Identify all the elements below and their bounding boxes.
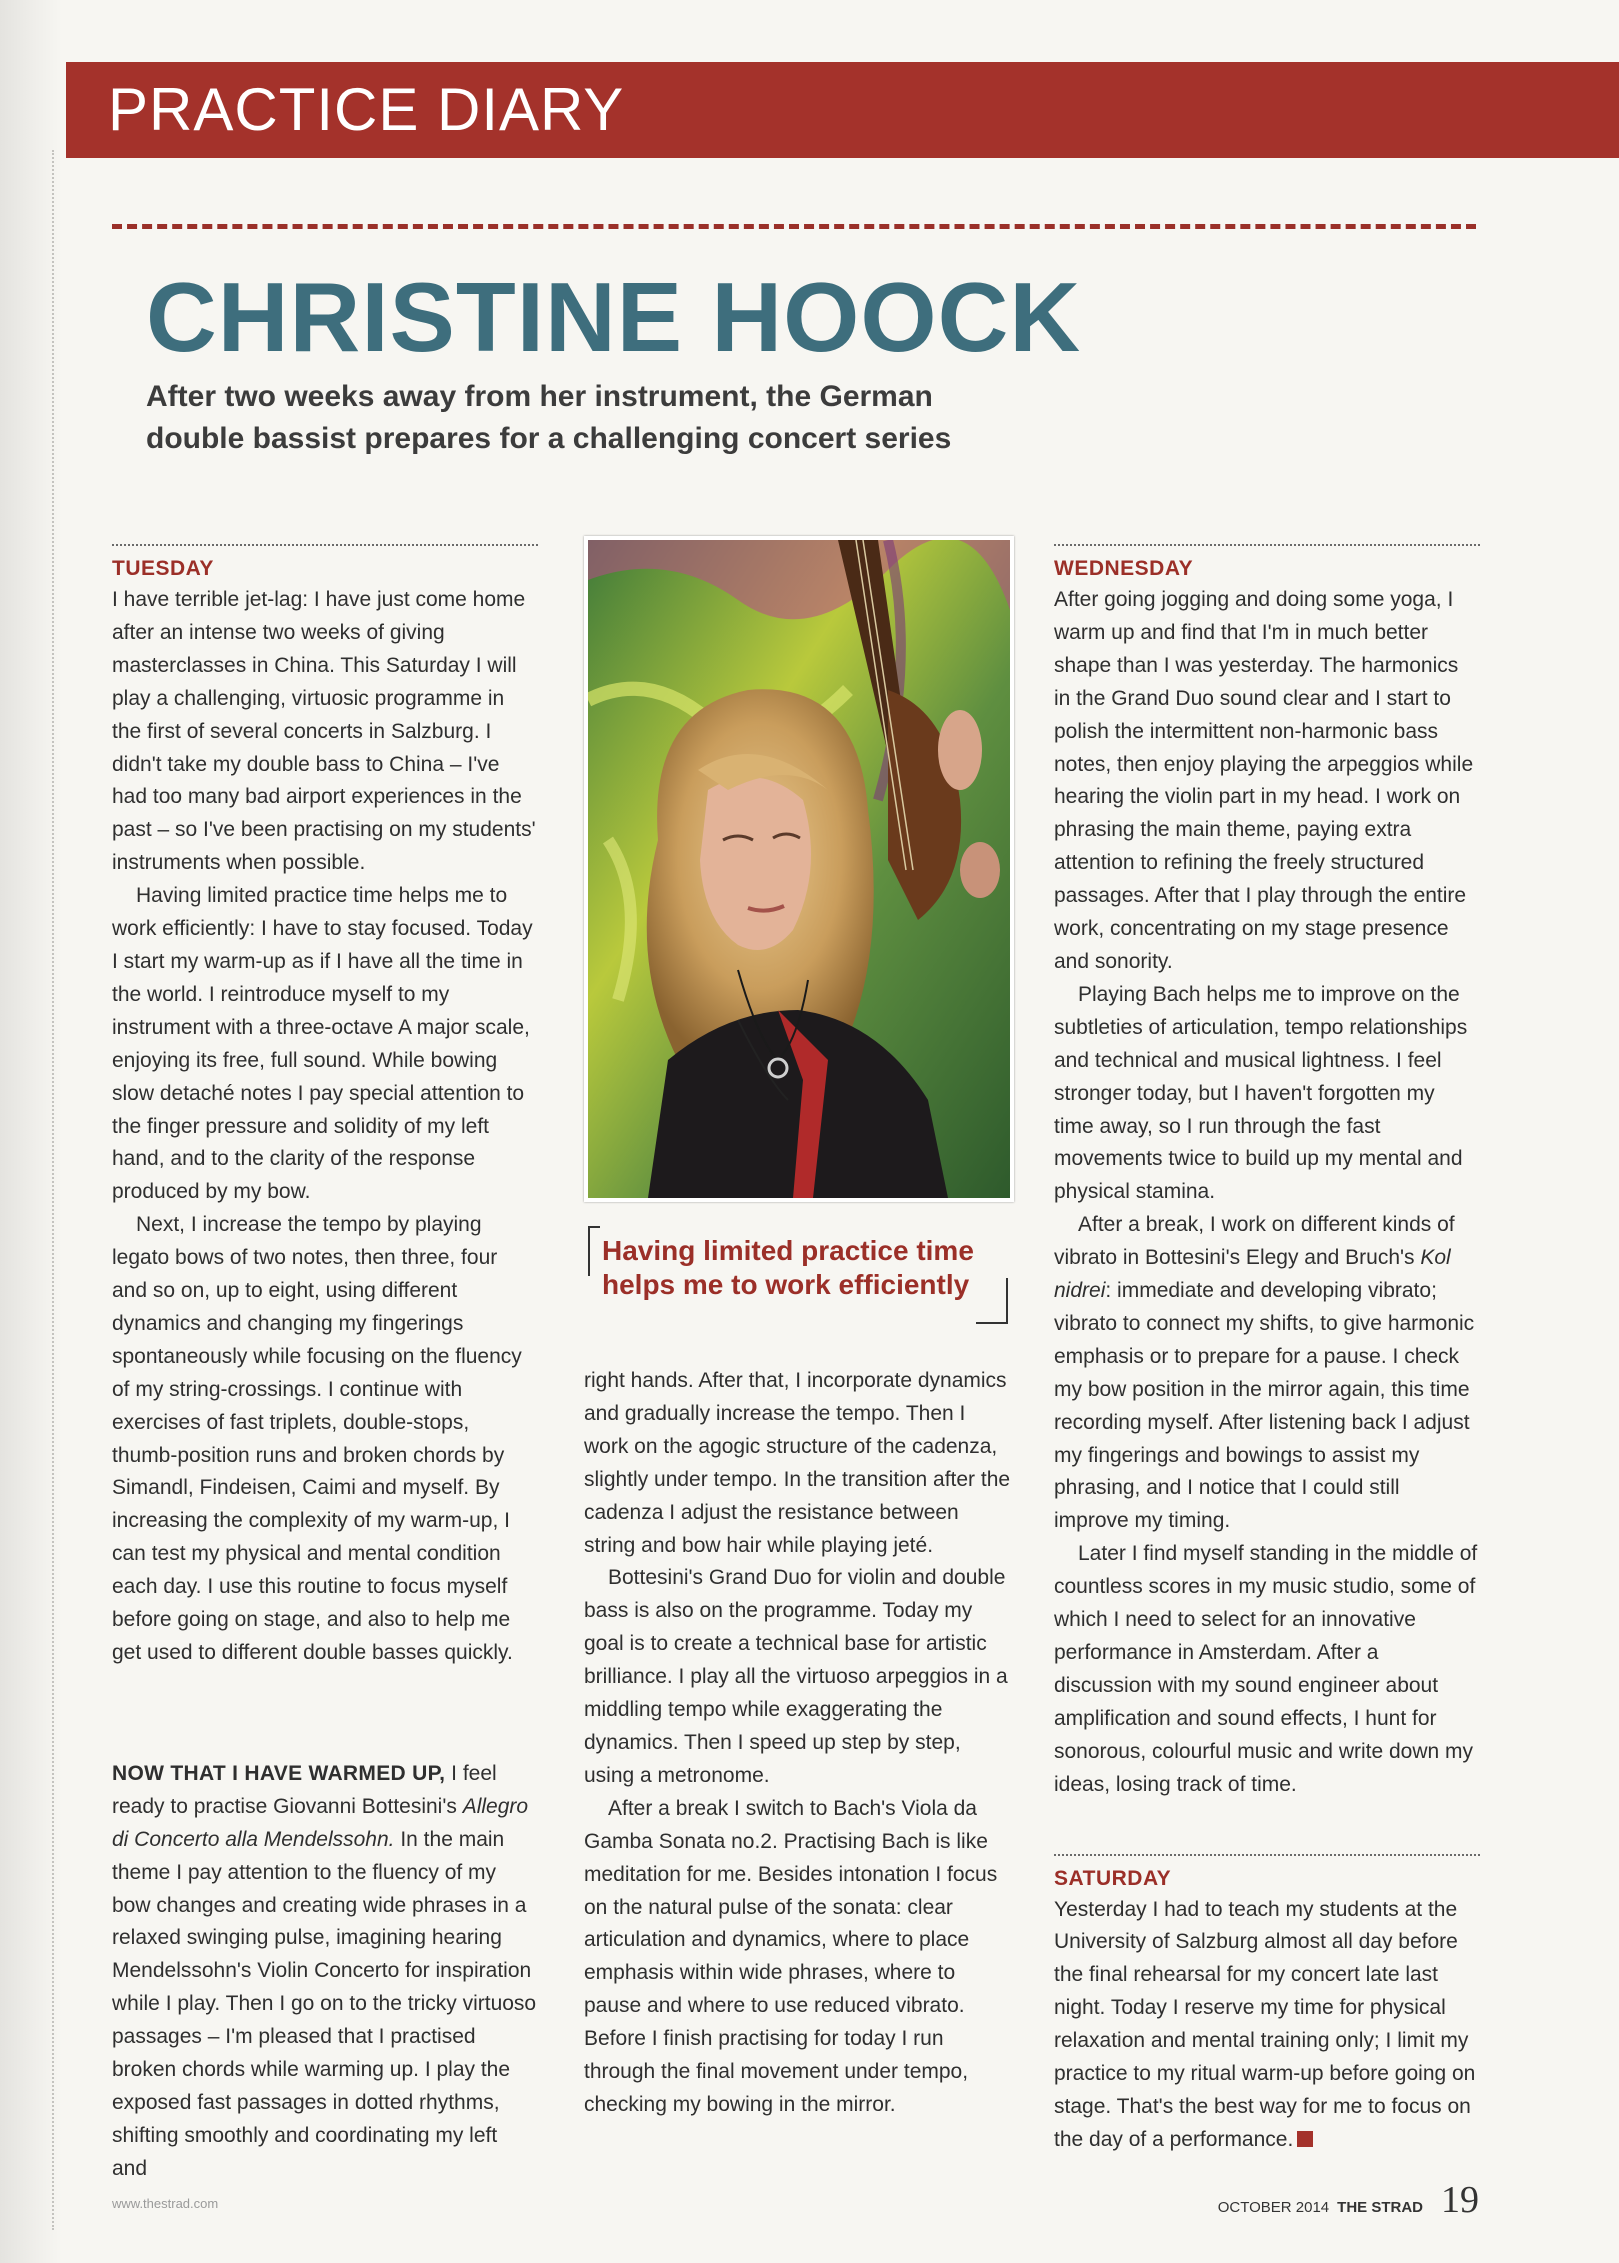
dotted-divider — [112, 544, 538, 546]
dashed-divider — [112, 224, 1476, 229]
footer-website: www.thestrad.com — [112, 2196, 219, 2211]
paragraph: Bottesini's Grand Duo for violin and double bass is also on the programme. Today my goal is to create a technical base for artistic brilliance. I play all the virtuoso arpeggios in a middling tempo while exaggerating the dynamics. Then I speed up step by step, using a metronome. — [584, 1566, 1008, 1787]
text-run: Yesterday I had to teach my students at the University of Salzburg almost all day before the final rehearsal for my concert late last night. Today I reserve my time for physical relaxation and mental training only; I limit my practice to my ritual warm-up before going on stage. That's the best way for me to focus on the day of a performance. — [1054, 1897, 1476, 2151]
work-title: Kol nidrei — [1054, 1246, 1451, 1303]
footer-folio — [1218, 2178, 1479, 2222]
paragraph — [1054, 1209, 1480, 1538]
paragraph — [1054, 1894, 1480, 2157]
portrait-photo — [584, 536, 1014, 1202]
pull-quote — [588, 1226, 1008, 1324]
binding-perforation — [52, 150, 54, 2230]
paragraph: After a break I switch to Bach's Viola da Gamba Sonata no.2. Practising Bach is like meditation for me. Besides intonation I focus on the natural pulse of the sonata: clear articulation and dynamics, where to place emphasis within wide phrases, where to pause and where to use reduced vibrato. Before I finish practising for today I run through the final movement under tempo, checking my bowing in the mirror. — [584, 1796, 998, 2116]
text-run: After a break, I work on different kinds of vibrato in Bottesini's Elegy and Bruch's — [1054, 1213, 1455, 1270]
paragraph — [112, 1758, 538, 2186]
pull-quote-text: Having limited practice time helps me to work efficiently — [602, 1235, 974, 1300]
lead-in-caps: NOW THAT I HAVE WARMED UP, — [112, 1761, 446, 1785]
day-heading-tuesday: TUESDAY — [112, 557, 214, 580]
section-title: PRACTICE DIARY — [108, 76, 625, 143]
dotted-divider — [1054, 1854, 1480, 1856]
portrait-photo-icon — [588, 540, 1010, 1198]
text-run: In the main theme I pay attention to the fluency of my bow changes and creating wide phrases in a relaxed swinging pulse, imagining hearing Mendelssohn's Violin Concerto for inspiration while I play. Then I go on to the tricky virtuoso passages – I'm pleased that I practised broken chords while warming up. I play the exposed fast passages in dotted rhythms, shifting smoothly and coordinating my left and — [112, 1827, 537, 2180]
article-headline: CHRISTINE HOOCK — [146, 262, 1082, 372]
text-run: : immediate and developing vibrato; vibrato to connect my shifts, to give harmonic emphasis or to prepare for a pause. I check my bow position in the mirror again, this time recording myself. After listening back I adjust my fingerings and bowings to assist my phrasing, and I notice that I could still improve my timing. — [1054, 1279, 1475, 1533]
issue-date: OCTOBER 2014 — [1217, 2199, 1330, 2216]
dotted-divider — [1054, 544, 1480, 546]
paragraph: Having limited practice time helps me to work efficiently: I have to stay focused. Today I start my warm-up as if I have all the time in the world. I reintroduce myself to my instrument with a three-octave A major scale, enjoying its free, full sound. While bowing slow detaché notes I pay special attention to the finger pressure and solidity of my left hand, and to the clarity of the response produced by my bow. — [112, 884, 533, 1204]
day-heading-wednesday: WEDNESDAY — [1054, 557, 1194, 580]
paragraph: Next, I increase the tempo by playing legato bows of two notes, then three, four and so on, up to eight, using different dynamics and changing my fingerings spontaneously while focusing on the fluency of my string-crossings. I continue with exercises of fast triplets, double-stops, thumb-position runs and broken chords by Simandl, Findeisen, Caimi and myself. By increasing the complexity of my warm-up, I can test my physical and mental condition each day. I use this routine to focus myself before going on stage, and also to help me get used to different double basses quickly. — [112, 1213, 522, 1664]
day-heading-saturday: SATURDAY — [1054, 1866, 1172, 1890]
paragraph: After going jogging and doing some yoga, I warm up and find that I'm in much better shape than I was yesterday. The harmonics in the Grand Duo sound clear and I start to polish the intermittent non-harmonic bass notes, then enjoy playing the arpeggios while hearing the violin part in my head. I work on phrasing the main theme, paying extra attention to refining the freely structured passages. After that I play through the entire work, concentrating on my stage presence and sonority. — [1054, 588, 1474, 973]
paragraph: right hands. After that, I incorporate dynamics and gradually increase the tempo. Then I work on the agogic structure of the cadenza, slightly under tempo. In the transition after the cadenza I adjust the resistance between string and bow hair while playing jeté. — [584, 1369, 1011, 1557]
end-of-article-icon — [1297, 2131, 1313, 2147]
page-number: 19 — [1441, 2179, 1479, 2221]
section-banner — [66, 62, 1619, 158]
paragraph: I have terrible jet-lag: I have just come home after an intense two weeks of giving masterclasses in China. This Saturday I will play a challenging, virtuosic programme in the first of several concerts in Salzburg. I didn't take my double bass to China – I've had too many bad airport experiences in the past – so I've been practising on my students' instruments when possible. — [112, 588, 536, 875]
article-standfirst: After two weeks away from her instrument, the German double bassist prepares for a challenging concert series — [146, 380, 952, 455]
work-title: Allegro di Concerto alla Mendelssohn. — [112, 1794, 529, 1851]
text-run: I feel ready to practise Giovanni Bottesini's — [112, 1761, 497, 1818]
paragraph: Later I find myself standing in the middle of countless scores in my music studio, some of which I need to select for an innovative performance in Amsterdam. After a discussion with my sound engineer about amplification and sound effects, I hunt for sonorous, colourful music and write down my ideas, losing track of time. — [1054, 1542, 1478, 1796]
magazine-name: THE STRAD — [1337, 2199, 1423, 2216]
article-column-2 — [584, 1365, 1014, 2122]
paragraph: Playing Bach helps me to improve on the subtleties of articulation, tempo relationships and technical and musical lightness. I feel stronger today, but I haven't forgotten my time away, so I run through the fast movements twice to build up my mental and physical stamina. — [1054, 982, 1468, 1204]
article-column-1 — [112, 544, 538, 2186]
article-column-3 — [1054, 544, 1480, 2157]
quote-bracket-left — [588, 1226, 600, 1276]
